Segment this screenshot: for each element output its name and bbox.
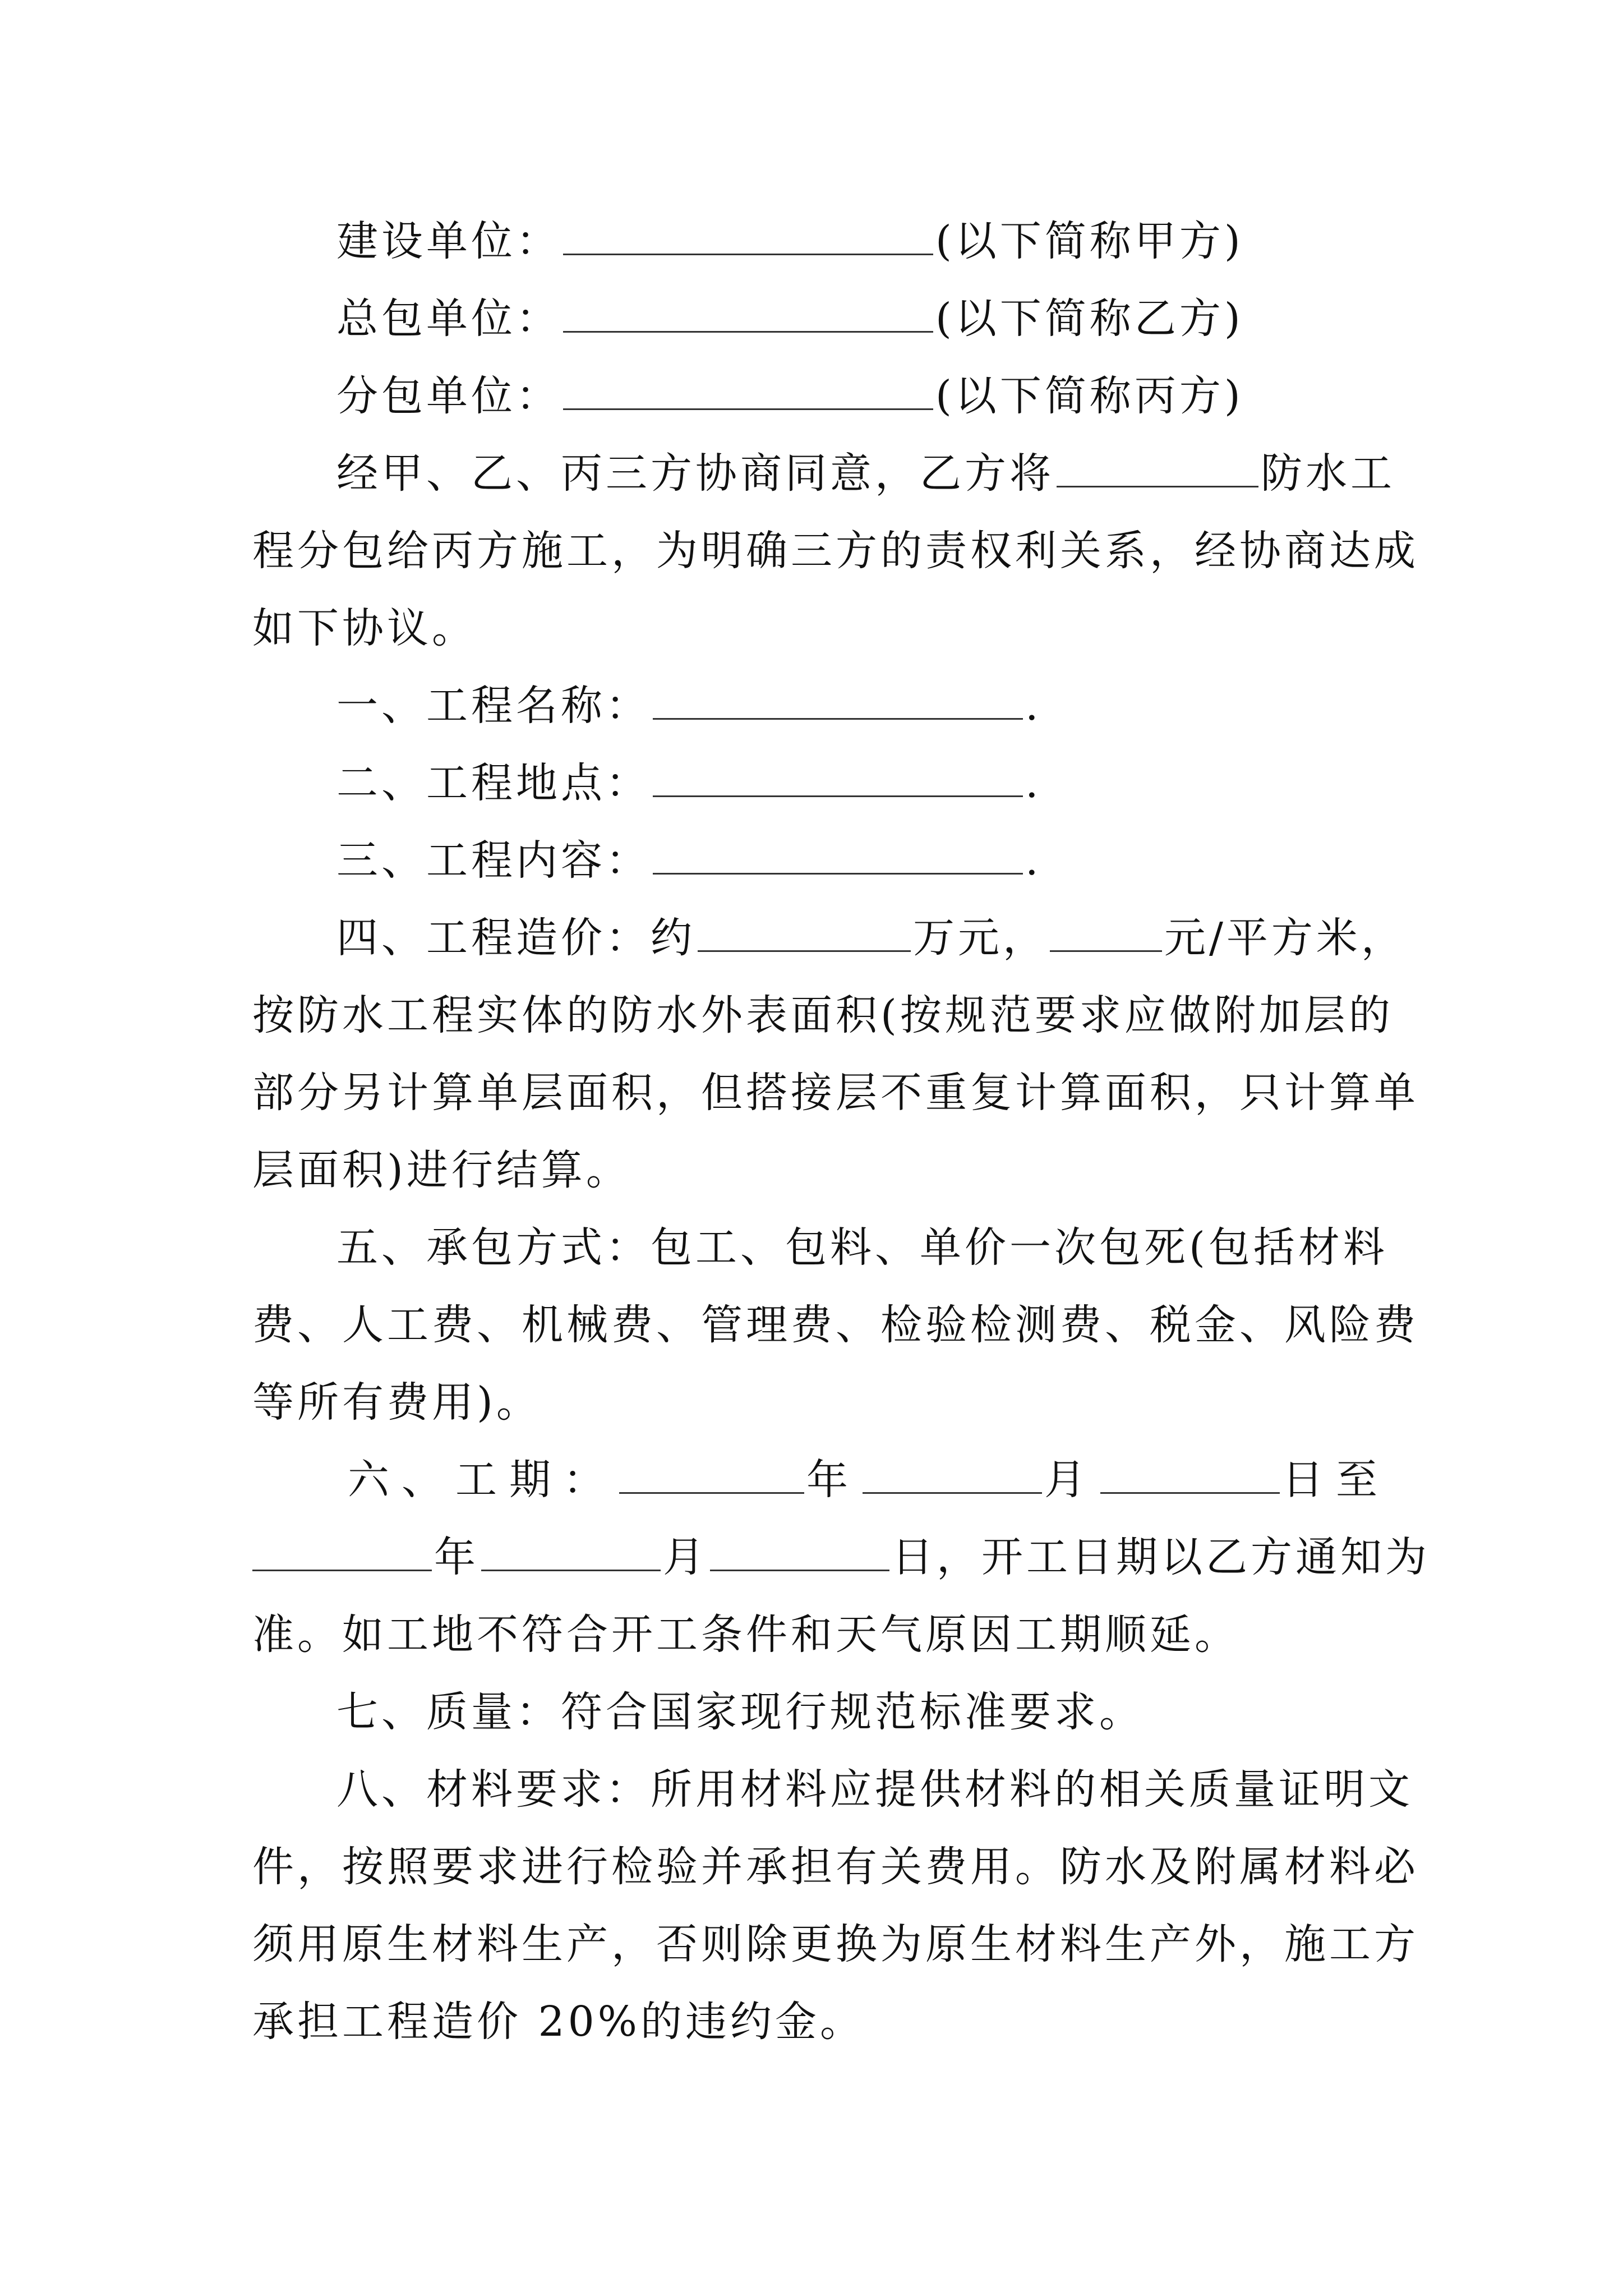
start-month-label: 月 <box>1044 1456 1098 1504</box>
party-c-blank[interactable] <box>563 368 933 410</box>
intro-text-pre: 经甲、乙、丙三方协商同意，乙方将 <box>336 449 1054 498</box>
party-a-label: 建设单位： <box>336 217 561 265</box>
intro-text-post: 防水工 <box>1261 449 1395 498</box>
intro-line-2: 程分包给丙方施工，为明确三方的责权利关系，经协商达成 <box>252 527 1419 575</box>
clause-6-label: 六、工期： <box>348 1456 617 1504</box>
end-day-blank[interactable] <box>710 1529 889 1571</box>
clause-8-line-2: 件，按照要求进行检验并承担有关费用。防水及附属材料必 <box>252 1843 1419 1891</box>
party-a-suffix: (以下简称甲方) <box>935 217 1244 265</box>
clause-1-end: . <box>1025 682 1042 730</box>
party-b-blank[interactable] <box>563 291 933 333</box>
start-month-blank[interactable] <box>863 1452 1042 1494</box>
clause-6-line-3: 准。如工地不符合开工条件和天气原因工期顺延。 <box>252 1611 1239 1659</box>
start-year-label: 年 <box>806 1456 860 1504</box>
start-day-label: 日至 <box>1282 1456 1390 1504</box>
start-year-blank[interactable] <box>619 1452 804 1494</box>
clause-2-label: 二、工程地点： <box>336 759 651 807</box>
clause-5-line-1: 五、承包方式：包工、包料、单价一次包死(包括材料 <box>336 1223 1388 1272</box>
clause-3-line <box>336 832 1469 889</box>
start-day-blank[interactable] <box>1100 1452 1280 1494</box>
clause-1-blank[interactable] <box>653 678 1023 720</box>
intro-line-3: 如下协议。 <box>252 604 477 652</box>
clause-8-line-1: 八、材料要求：所用材料应提供材料的相关质量证明文 <box>336 1765 1413 1814</box>
clause-4-post: 元/平方米， <box>1164 914 1406 962</box>
clause-4-line-1 <box>336 910 1469 966</box>
clause-4-line-4: 层面积)进行结算。 <box>252 1146 631 1194</box>
clause-1-line <box>336 678 1469 734</box>
clause-4-line-3: 部分另计算单层面积，但搭接层不重复计算面积，只计算单 <box>252 1069 1419 1117</box>
end-month-label: 月 <box>663 1533 708 1581</box>
end-year-label: 年 <box>434 1533 479 1581</box>
party-c-line <box>336 368 1469 424</box>
party-c-suffix: (以下简称丙方) <box>935 372 1244 420</box>
end-year-blank[interactable] <box>252 1529 432 1571</box>
clause-5-line-2: 费、人工费、机械费、管理费、检验检测费、税金、风险费 <box>252 1301 1419 1349</box>
clause-3-label: 三、工程内容： <box>336 836 651 885</box>
clause-2-end: . <box>1025 759 1042 807</box>
clause-6-line-1 <box>348 1452 1481 1508</box>
clause-4-mid: 万元， <box>913 914 1048 962</box>
clause-5-line-3: 等所有费用)。 <box>252 1378 541 1427</box>
clause-2-blank[interactable] <box>653 755 1023 797</box>
end-month-blank[interactable] <box>481 1529 661 1571</box>
clause-1-label: 一、工程名称： <box>336 682 651 730</box>
clause-7-line-1: 七、质量：符合国家现行规范标准要求。 <box>336 1688 1144 1736</box>
clause-4-pre: 四、工程造价：约 <box>336 914 695 962</box>
clause-3-blank[interactable] <box>653 832 1023 875</box>
party-b-label: 总包单位： <box>336 295 561 343</box>
end-day-label: 日，开工日期以乙方通知为 <box>892 1533 1430 1581</box>
clause-4-line-2: 按防水工程实体的防水外表面积(按规范要求应做附加层的 <box>252 991 1394 1039</box>
clause-8-line-4: 承担工程造价 20%的违约金。 <box>252 1998 865 2046</box>
party-c-label: 分包单位： <box>336 372 561 420</box>
price-unit-blank[interactable] <box>1050 910 1162 952</box>
clause-8-line-3: 须用原生材料生产，否则除更换为原生材料生产外，施工方 <box>252 1920 1419 1968</box>
party-b-line <box>336 291 1469 347</box>
price-total-blank[interactable] <box>698 910 911 952</box>
intro-line-1 <box>336 445 1469 501</box>
party-a-blank[interactable] <box>563 213 933 255</box>
clause-3-end: . <box>1025 836 1042 885</box>
project-name-blank[interactable] <box>1057 445 1258 487</box>
party-a-line <box>336 213 1469 269</box>
clause-2-line <box>336 755 1469 811</box>
party-b-suffix: (以下简称乙方) <box>935 295 1244 343</box>
clause-6-line-2 <box>252 1529 1430 1585</box>
